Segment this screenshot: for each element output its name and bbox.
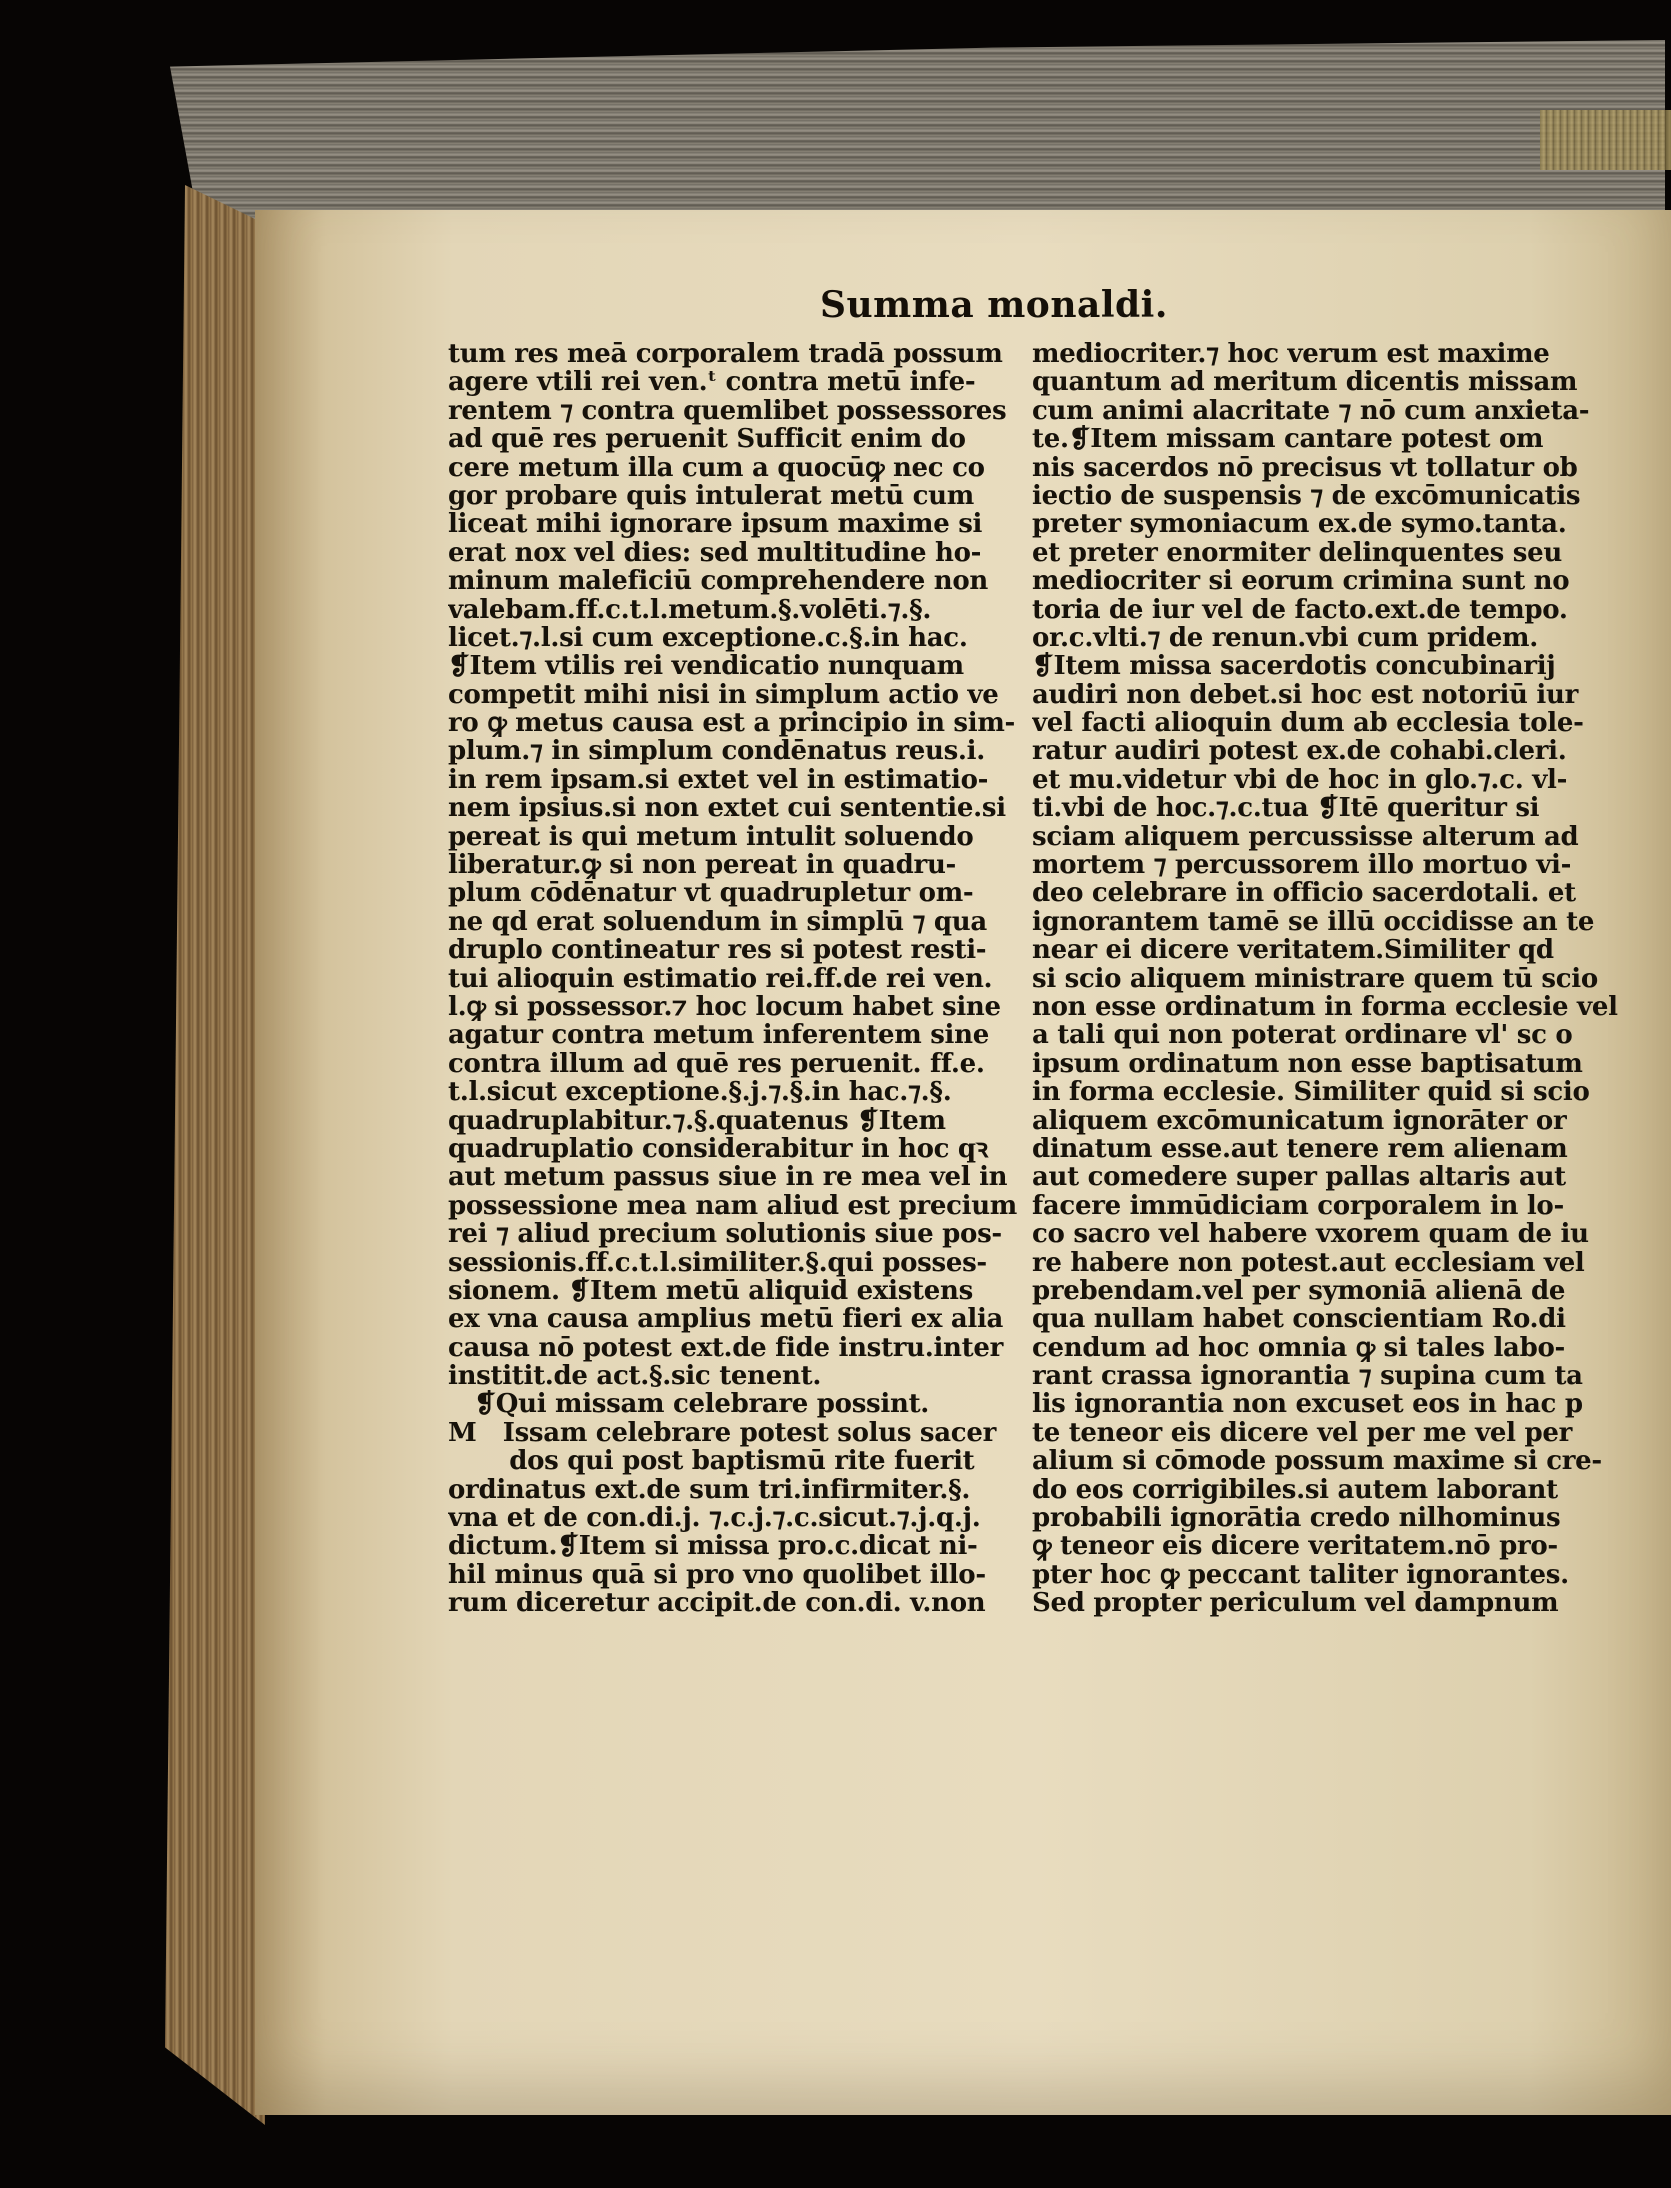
text-line: in rem ipsam.si extet vel in estimatio- [448,765,989,795]
text-line: in forma ecclesie. Similiter quid si scio [1032,1078,1590,1107]
text-line: l.ꝙ si possessor.⁊ hoc locum habet sine [448,992,1001,1022]
text-line: dos qui post baptismū rite fuerit [448,1447,975,1476]
text-line: ti.vbi de hoc.⁊.c.tua ❡Itē queritur si [1032,794,1540,823]
text-line: licet.⁊.l.si cum exceptione.c.§.in hac. [448,623,968,653]
text-line: minum maleficiū comprehendere non [448,567,988,596]
text-line: ❡Item missa sacerdotis concubinarij [1032,652,1556,681]
text-line: non esse ordinatum in forma ecclesie vel [1032,992,1618,1022]
text-line: ordinatus ext.de sum tri.infirmiter.§. [448,1475,971,1505]
text-line: rei ⁊ aliud precium solutionis siue pos- [448,1220,1002,1249]
book-side-page-edges [165,185,265,2125]
text-line: mediocriter.⁊ hoc verum est maxime [1032,340,1550,369]
text-line: gor probare quis intulerat metū cum [448,481,974,511]
text-line: hil minus quā si pro vno quolibet illo- [448,1560,986,1590]
text-line: near ei dicere veritatem.Similiter qd [1032,936,1554,965]
text-line: lis ignorantia non excuset eos in hac p [1032,1390,1583,1419]
text-line: rum diceretur accipit.de con.di. v.non [448,1589,986,1618]
text-line: preter symoniacum ex.de symo.tanta. [1032,510,1567,539]
left-text-column [448,340,1018,1618]
text-line: sciam aliquem percussisse alterum ad [1032,822,1579,852]
text-line: tui alioquin estimatio rei.ff.de rei ven. [448,964,993,993]
text-line: nem ipsius.si non extet cui sententie.si [448,794,1006,823]
text-line: si scio aliquem ministrare quem tū scio [1032,964,1598,993]
text-line: ro ꝙ metus causa est a principio in sim- [448,709,1016,738]
text-line: agatur contra metum inferentem sine [448,1021,989,1050]
text-line: agere vtili rei ven.ᵗ contra metū infe- [448,368,976,397]
text-line: Sed propter periculum vel dampnum [1032,1589,1559,1618]
text-line: vna et de con.di.j. ⁊.c.j.⁊.c.sicut.⁊.j.q.j. [448,1504,981,1533]
text-line: dinatum esse.aut tenere rem alienam [1032,1134,1568,1164]
text-line: co sacro vel habere vxorem quam de iu [1032,1220,1589,1249]
text-line: or.c.vlti.⁊ de renun.vbi cum pridem. [1032,623,1539,653]
text-line: vel facti alioquin dum ab ecclesia tole- [1032,709,1584,738]
text-line: iectio de suspensis ⁊ de excōmunicatis [1032,481,1581,511]
text-line: plum cōdēnatur vt quadrupletur om- [448,879,974,908]
text-line: ❡Qui missam celebrare possint. [448,1390,930,1419]
text-line: aut metum passus siue in re mea vel in [448,1163,1008,1192]
text-line: cere metum illa cum a quocūꝙ nec co [448,453,985,482]
text-line: competit mihi nisi in simplum actio ve [448,680,999,710]
text-line: probabili ignorātia credo nilhominus [1032,1504,1561,1533]
text-line: tum res meā corporalem tradā possum [448,340,1003,369]
text-line: quadruplabitur.⁊.§.quatenus ❡Item [448,1106,946,1135]
text-line: mediocriter si eorum crimina sunt no [1032,567,1570,596]
text-line: toria de iur vel de facto.ext.de tempo. [1032,595,1568,624]
text-line: prebendam.vel per symoniā alienā de [1032,1276,1566,1306]
text-line: te.❡Item missam cantare potest om [1032,425,1544,454]
text-line: aut comedere super pallas altaris aut [1032,1163,1566,1192]
text-line: ipsum ordinatum non esse baptisatum [1032,1049,1583,1079]
text-line: quantum ad meritum dicentis missam [1032,368,1578,397]
text-line: erat nox vel dies: sed multitudine ho- [448,538,982,568]
text-line: druplo contineatur res si potest resti- [448,936,987,965]
text-line: ex vna causa amplius metū fieri ex alia [448,1305,1004,1334]
running-head: Summa monaldi. [820,284,1168,326]
text-line: re habere non potest.aut ecclesiam vel [1032,1248,1585,1277]
text-line: valebam.ff.c.t.l.metum.§.volēti.⁊.§. [448,595,932,624]
text-line: nis sacerdos nō precisus vt tollatur ob [1032,453,1578,482]
text-line: causa nō potest ext.de fide instru.inter [448,1333,1004,1363]
text-line: ne qd erat soluendum in simplū ⁊ qua [448,907,987,937]
text-line: et mu.videtur vbi de hoc in glo.⁊.c. vl- [1032,765,1568,795]
text-line: liceat mihi ignorare ipsum maxime si [448,510,983,539]
text-line: sessionis.ff.c.t.l.similiter.§.qui posses- [448,1248,987,1277]
text-line: alium si cōmode possum maxime si cre- [1032,1447,1602,1476]
text-line: plum.⁊ in simplum condēnatus reus.i. [448,737,985,766]
right-text-column [1032,340,1632,1618]
text-line: do eos corrigibiles.si autem laborant [1032,1475,1558,1505]
text-line: facere immūdiciam corporalem in lo- [1032,1191,1564,1221]
text-line: et preter enormiter delinquentes seu [1032,538,1562,568]
text-line: ratur audiri potest ex.de cohabi.cleri. [1032,737,1567,766]
text-line: t.l.sicut exceptione.§.j.⁊.§.in hac.⁊.§. [448,1078,952,1107]
text-line: quadruplatio considerabitur in hoc qꝛ [448,1134,988,1164]
text-line: deo celebrare in officio sacerdotali. et [1032,879,1576,908]
text-line: qua nullam habet conscientiam Ro.di [1032,1305,1566,1334]
text-line: liberatur.ꝙ si non pereat in quadru- [448,851,957,880]
text-line: mortem ⁊ percussorem illo mortuo vi- [1032,851,1572,880]
text-line: rentem ⁊ contra quemlibet possessores [448,396,1007,426]
text-line: ꝙ teneor eis dicere veritatem.nō pro- [1032,1532,1558,1561]
text-line: pereat is qui metum intulit soluendo [448,822,974,852]
text-line: aliquem excōmunicatum ignorāter or [1032,1106,1567,1135]
book-top-page-edges [170,40,1665,230]
text-line: pter hoc ꝙ peccant taliter ignorantes. [1032,1560,1569,1590]
text-line: audiri non debet.si hoc est notoriū iur [1032,680,1578,710]
text-line: ignorantem tamē se illū occidisse an te [1032,907,1595,937]
text-line: M Issam celebrare potest solus sacer [448,1418,996,1448]
text-line: te teneor eis dicere vel per me vel per [1032,1418,1572,1448]
text-line: rant crassa ignorantia ⁊ supina cum ta [1032,1362,1583,1391]
text-line: dictum.❡Item si missa pro.c.dicat ni- [448,1532,978,1561]
text-line: possessione mea nam aliud est precium [448,1191,1018,1221]
text-line: a tali qui non poterat ordinare vl' sc o [1032,1021,1573,1050]
text-line: ad quē res peruenit Sufficit enim do [448,425,966,454]
text-line: institit.de act.§.sic tenent. [448,1362,822,1391]
text-line: cendum ad hoc omnia ꝙ si tales labo- [1032,1333,1566,1363]
book-headband [1540,110,1671,170]
text-line: ❡Item vtilis rei vendicatio nunquam [448,652,964,681]
text-line: cum animi alacritate ⁊ nō cum anxieta- [1032,396,1590,426]
text-line: contra illum ad quē res peruenit. ff.e. [448,1049,985,1079]
text-line: sionem. ❡Item metū aliquid existens [448,1276,973,1306]
